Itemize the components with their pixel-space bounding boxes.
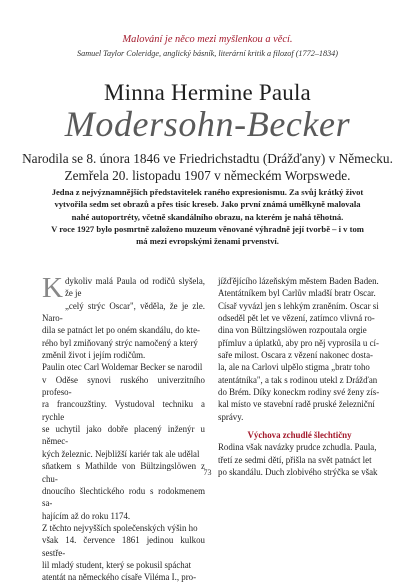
summary-line: nahé autoportréty, včetně skandálního obrazu, na kterém je nahá těhotná. [71, 211, 344, 222]
text-line: dykoliv malá Paula od rodičů slyšela, že je [64, 276, 205, 299]
text-line: dina von Bültzingslöwen rozpoutala orgie [218, 325, 367, 336]
epigraph-source: Samuel Taylor Coleridge, anglický básník, literární kritik a filozof (1772–1834) [77, 49, 338, 58]
text-line: kal místo ve stavební radě pruské železniční [218, 399, 375, 410]
text-line: Rodina však navázky prudce zchudla. Paula, [218, 442, 377, 453]
text-line: se uchytil jako dobře placený inženýr u němec- [42, 424, 205, 447]
text-line: změnil život i jejím rodičům. [42, 350, 146, 361]
text-line: do Brém. Díky koneckm rodiny své ženy zís- [218, 387, 380, 398]
text-line: přímluv a úplatků, aby pro něj vyprosila u cí- [218, 337, 379, 348]
text-line: správy. [218, 411, 244, 422]
page-number: 73 [203, 468, 212, 477]
text-line: la, ale na Carlovi ulpělo stigma „bratr toho [218, 362, 370, 373]
summary-line: Jedna z nejvýznamnějších představitelek raného expresionismu. Za svůj krátký život [51, 187, 364, 197]
body-column-right [218, 275, 381, 479]
text-line: dila se patnáct let po oném skandálu, do kte- [42, 325, 200, 336]
text-line: hajícím až do roku 1174. [42, 510, 131, 521]
text-line: ra francouzštiny. Vystudoval techniku a rychle [42, 399, 205, 422]
text-line: rého byl zmiňovaný strýc namočený a který [42, 337, 198, 348]
section-subheading: Výchova zchudlé šlechtičny [247, 430, 352, 441]
epigraph-quote: Malování je něco mezi myšlenkou a věcí. [122, 34, 293, 45]
summary-line: V roce 1927 bylo posmrtně založeno muzeum věnované výhradně její tvorbě – i v tom [51, 223, 364, 234]
summary-paragraph [40, 186, 375, 247]
text-line: třetí ze sedmi dětí, přišla na svět patnáct let [218, 454, 372, 465]
text-line: odseděl pět let ve vězení, zatímco vlivná ro- [218, 313, 375, 324]
text-line: Z těchto nejvyšších společenských výšin ho [42, 522, 198, 533]
text-line: Paulin otec Carl Woldemar Becker se narodil [42, 362, 203, 373]
text-line: atentátníka", a tak s rodinou utekl z Drážďan [218, 374, 378, 385]
title-surname: Modersohn-Becker [64, 104, 351, 144]
text-line: kých železnic. Nejbližší kariér tak ale udělal [42, 448, 200, 459]
summary-line: vytvořila sedm set obrazů a přes tisíc kreseb. Jako první známá umělkyně malovala [54, 199, 361, 210]
title-first-names: Minna Hermine Paula [104, 80, 311, 105]
summary-line: má mezi evropskými ženami prvenství. [136, 236, 279, 247]
text-line: dnoucího šlechtického rodu s rodokmenem sa- [42, 485, 205, 509]
drop-cap: K [42, 272, 63, 304]
text-line: po skandálu. Duch zlobivého strýčka se však [218, 467, 378, 478]
birth-death-info [0, 150, 415, 184]
text-line: však 14. července 1861 jedinou kulkou sestře- [42, 535, 205, 558]
body-column-left [42, 272, 205, 584]
text-line: Císař vyvázl jen s lehkým zraněním. Oscar si [218, 300, 379, 311]
text-line: sňatkem s Mathilde von Bültzingslöwen z chu- [42, 461, 205, 484]
chapter-title [0, 80, 415, 143]
text-line: jížďějícího lázeňským městem Baden Baden. [218, 276, 379, 286]
text-line: saře milost. Oscara z vězení nakonec dosta- [218, 350, 374, 361]
death-line: Zemřela 20. listopadu 1907 v německém Worpswede. [64, 168, 351, 183]
text-line: „celý strýc Oscar", věděla, že je zle. Naro- [42, 300, 205, 324]
text-line: v Oděse synovi ruského univerzitního profeso- [42, 374, 205, 398]
epigraph [0, 33, 415, 59]
text-line: Atentátníkem byl Carlův mladší bratr Oscar. [218, 288, 376, 299]
text-line: lil mladý student, který se pokusil spáchat [42, 559, 192, 570]
birth-line: Narodila se 8. února 1846 ve Friedrichstadtu (Drážďany) v Německu. [22, 151, 393, 166]
text-line: atentát na německého císaře Viléma I., pro- [42, 572, 197, 583]
